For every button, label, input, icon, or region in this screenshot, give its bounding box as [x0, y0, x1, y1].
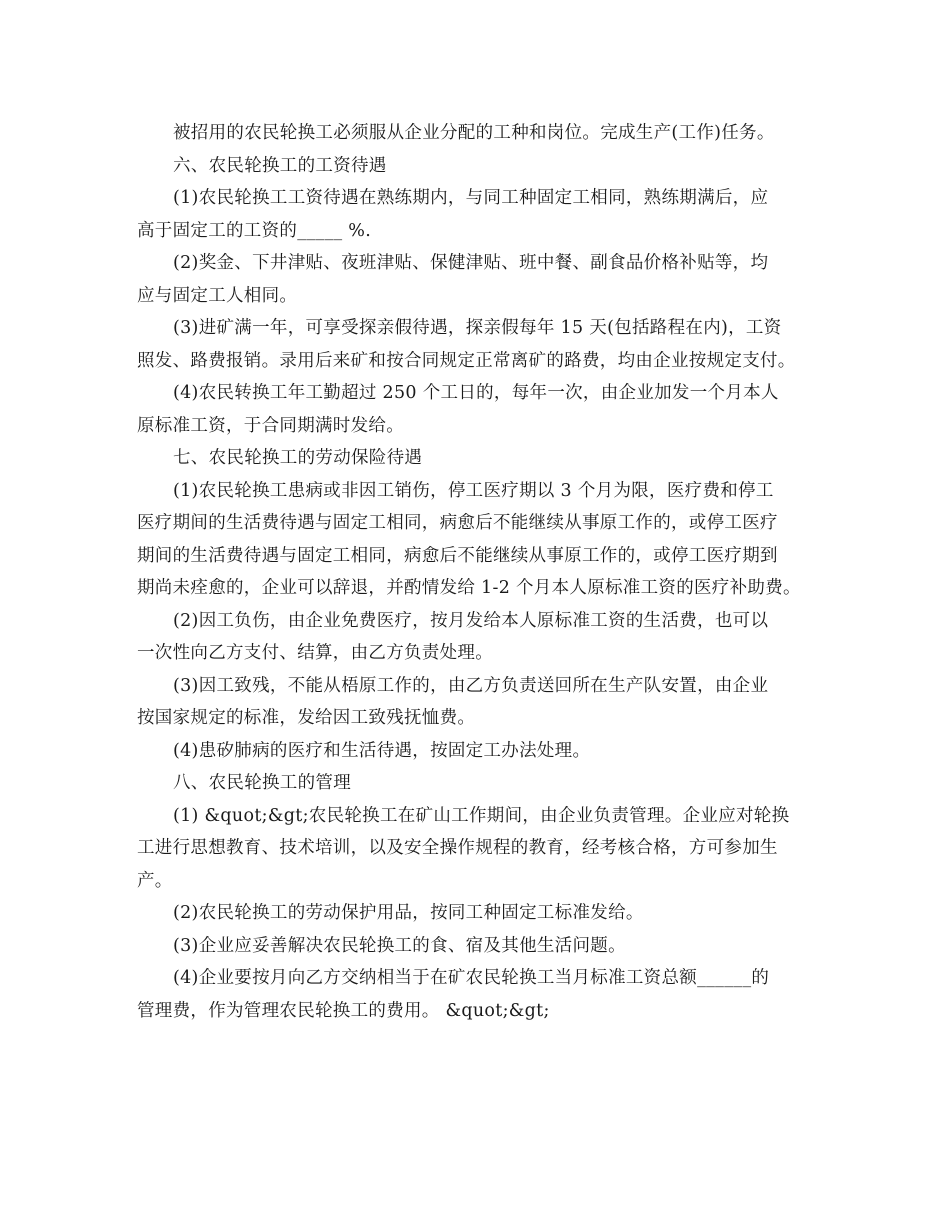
text-line: (1)农民轮换工患病或非因工销伤，停工医疗期以 3 个月为限，医疗费和停工: [173, 480, 774, 501]
text-line: 八、农民轮换工的管理: [173, 773, 351, 793]
text-line: 医疗期间的生活费待遇与固定工相同，病愈后不能继续从事原工作的，或停工医疗: [137, 513, 778, 533]
text-line: (4)患矽肺病的医疗和生活待遇，按固定工办法处理。: [173, 740, 591, 761]
document-body: [137, 117, 827, 1027]
text-line: (3)因工致残，不能从梧原工作的，由乙方负责送回所在生产队安置，由企业: [173, 675, 769, 696]
text-line: 七、农民轮换工的劳动保险待遇: [173, 448, 423, 468]
text-line: (2)因工负伤，由企业免费医疗，按月发给本人原标准工资的生活费，也可以: [173, 610, 769, 631]
text-line: 期间的生活费待遇与固定工相同，病愈后不能继续从事原工作的，或停工医疗期到: [137, 545, 778, 566]
text-line: (1) &quot;&gt;农民轮换工在矿山工作期间，由企业负责管理。企业应对轮换: [173, 805, 790, 826]
text-line: 六、农民轮换工的工资待遇: [173, 155, 387, 176]
text-line: (3)进矿满一年，可享受探亲假待遇，探亲假每年 15 天(包括路程在内)，工资: [173, 318, 782, 338]
text-line: 高于固定工的工资的_____ %.: [137, 220, 372, 241]
text-line: 产。: [137, 870, 173, 891]
text-line: 工进行思想教育、技术培训，以及安全操作规程的教育，经考核合格，方可参加生: [137, 838, 778, 858]
text-line: (1)农民轮换工工资待遇在熟练期内，与同工种固定工相同，熟练期满后，应: [173, 188, 769, 208]
text-line: 原标准工资，于合同期满时发给。: [137, 415, 404, 436]
text-line: 期尚未痊愈的，企业可以辞退，并酌情发给 1-2 个月本人原标准工资的医疗补助费。: [137, 578, 801, 598]
text-line: 一次性向乙方支付、结算，由乙方负责处理。: [137, 643, 493, 663]
text-line: 管理费，作为管理农民轮换工的费用。 &quot;&gt;: [137, 1000, 550, 1021]
text-line: 照发、路费报销。录用后来矿和按合同规定正常离矿的路费，均由企业按规定支付。: [137, 350, 796, 371]
text-line: 被招用的农民轮换工必须服从企业分配的工种和岗位。完成生产(工作)任务。: [173, 123, 775, 143]
text-line: (2)农民轮换工的劳动保护用品，按同工种固定工标准发给。: [173, 903, 644, 923]
text-line: (4)农民转换工年工勤超过 250 个工日的，每年一次，由企业加发一个月本人: [173, 383, 779, 403]
text-line: (3)企业应妥善解决农民轮换工的食、宿及其他生活问题。: [173, 935, 626, 956]
text-line: (2)奖金、下井津贴、夜班津贴、保健津贴、班中餐、副食品价格补贴等，均: [173, 253, 769, 273]
text-line: (4)企业要按月向乙方交纳相当于在矿农民轮换工当月标准工资总额______的: [173, 968, 770, 988]
text-line: 按国家规定的标准，发给因工致残抚恤费。: [137, 708, 476, 728]
text-line: 应与固定工人相同。: [137, 285, 298, 306]
